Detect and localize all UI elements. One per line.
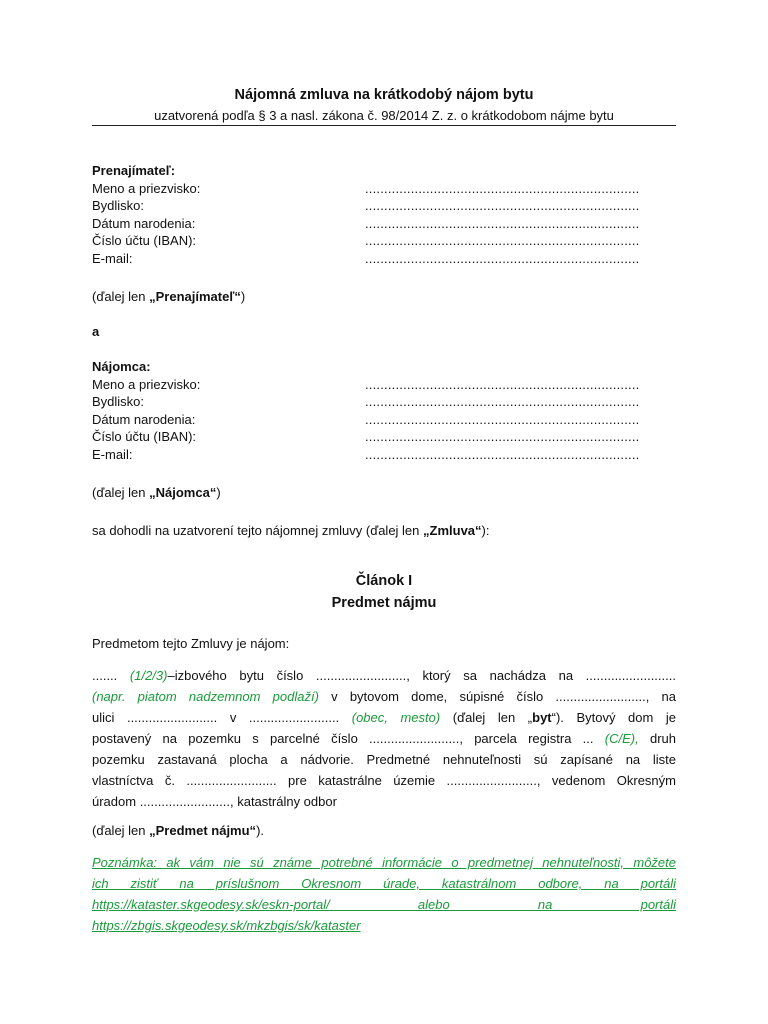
- alias-suffix: ).: [256, 823, 265, 838]
- field-label: Bydlisko:: [92, 394, 145, 409]
- document-subtitle: uzatvorená podľa § 3 a nasl. zákona č. 98/2014 Z. z. o krátkodobom nájme bytu: [154, 108, 614, 123]
- alias-name: „Prenajímateľ“: [149, 289, 241, 304]
- zbgis-portal-link[interactable]: https://zbgis.skgeodesy.sk/mkzbgis/sk/kataster: [92, 918, 361, 933]
- field-blank: ........................................................................: [365, 233, 640, 248]
- landlord-heading: Prenajímateľ:: [92, 163, 176, 178]
- text-run: druh: [638, 731, 676, 746]
- tenant-field-birthdate: [92, 411, 676, 429]
- alias-prefix: (ďalej len: [92, 823, 150, 838]
- note-line: Poznámka: ak vám nie sú známe potrebné informácie o predmetnej nehnuteľnosti, môžete: [92, 855, 676, 870]
- landlord-field-name: [92, 180, 676, 198]
- subject-alias: [92, 822, 676, 840]
- text-run: (ďalej len „: [440, 710, 533, 725]
- text-run: .......: [92, 668, 130, 683]
- tenant-field-email: [92, 446, 676, 464]
- subject-paragraph: [92, 665, 676, 812]
- hint-text: (napr. piatom nadzemnom podlaží): [92, 689, 319, 704]
- landlord-field-birthdate: [92, 215, 676, 233]
- field-blank: ........................................................................: [365, 429, 640, 444]
- paragraph-line: pozemku zastavaná plocha a nádvorie. Predmetné nehnuteľnosti sú zapísané na liste: [92, 752, 676, 767]
- alias-name: „Predmet nájmu“: [149, 823, 257, 838]
- text-run: postavený na pozemku s parcelné číslo ........................., parcela registra ...: [92, 731, 605, 746]
- alias-name: byt: [532, 710, 552, 725]
- paragraph-line: úradom ........................., katastrálny odbor: [92, 794, 337, 809]
- landlord-field-iban: [92, 232, 676, 250]
- article-intro: Predmetom tejto Zmluvy je nájom:: [92, 636, 290, 651]
- paragraph-line: [92, 686, 676, 707]
- agreement-name: „Zmluva“: [423, 523, 482, 538]
- alias-suffix: ): [240, 289, 246, 304]
- alias-prefix: (ďalej len: [92, 485, 150, 500]
- text-run: ulici ......................... v .........................: [92, 710, 352, 725]
- field-label: E-mail:: [92, 250, 133, 266]
- tenant-field-address: [92, 393, 676, 411]
- field-label: Meno a priezvisko:: [92, 180, 201, 196]
- article-number: Článok I: [355, 573, 413, 589]
- field-label: Bydlisko:: [92, 198, 145, 213]
- title-divider: [92, 125, 676, 126]
- field-blank: ........................................................................: [365, 446, 640, 462]
- field-blank: ........................................................................: [365, 394, 640, 409]
- agreement-suffix: ):: [481, 523, 490, 538]
- text-run: “). Bytový dom je: [551, 710, 677, 725]
- text-run: –izbového bytu číslo ........................., ktorý sa nachádza na .........................: [167, 668, 676, 683]
- paragraph-line: vlastníctva č. ......................... pre katastrálne územie ........................., vedenom Okresným: [92, 773, 676, 788]
- field-blank: ........................................................................: [365, 376, 640, 392]
- alias-name: „Nájomca“: [149, 485, 217, 500]
- kataster-portal-link[interactable]: https://kataster.skgeodesy.sk/eskn-portal/ alebo na portáli: [92, 897, 676, 912]
- landlord-section: [92, 162, 676, 267]
- document-title: Nájomná zmluva na krátkodobý nájom bytu: [234, 87, 534, 103]
- field-label: Meno a priezvisko:: [92, 376, 201, 392]
- field-blank: ........................................................................: [365, 198, 640, 213]
- note-line: ich zistiť na príslušnom Okresnom úrade, katastrálnom odbore, na portáli: [92, 876, 676, 891]
- field-label: Dátum narodenia:: [92, 411, 196, 427]
- alias-suffix: ): [216, 485, 221, 500]
- field-blank: ........................................................................: [365, 180, 640, 196]
- paragraph-line: [92, 665, 676, 686]
- field-blank: ........................................................................: [365, 215, 640, 231]
- field-blank: ........................................................................: [365, 250, 640, 266]
- agreement-statement: [92, 522, 676, 540]
- tenant-alias: [92, 484, 676, 502]
- hint-text: (obec, mesto): [351, 710, 441, 725]
- field-label: E-mail:: [92, 446, 133, 462]
- landlord-field-address: [92, 197, 676, 215]
- paragraph-line: [92, 728, 676, 749]
- agreement-prefix: sa dohodli na uzatvorení tejto nájomnej zmluvy (ďalej len: [92, 523, 424, 538]
- landlord-alias: [92, 288, 676, 306]
- hint-text: (1/2/3): [129, 668, 168, 683]
- alias-prefix: (ďalej len: [92, 289, 150, 304]
- field-label: Číslo účtu (IBAN):: [92, 233, 197, 248]
- hint-text: (C/E),: [604, 731, 639, 746]
- paragraph-line: [92, 707, 676, 728]
- field-blank: ........................................................................: [365, 411, 640, 427]
- article-title: Predmet nájmu: [331, 595, 437, 611]
- tenant-section: [92, 358, 676, 463]
- tenant-field-name: [92, 376, 676, 394]
- tenant-heading: Nájomca:: [92, 359, 151, 374]
- cadastre-note: [92, 852, 676, 936]
- landlord-field-email: [92, 250, 676, 268]
- field-label: Číslo účtu (IBAN):: [92, 429, 197, 444]
- text-run: v bytovom dome, súpisné číslo ........................., na: [318, 689, 677, 704]
- field-label: Dátum narodenia:: [92, 215, 196, 231]
- tenant-field-iban: [92, 428, 676, 446]
- conjunction: a: [92, 324, 100, 339]
